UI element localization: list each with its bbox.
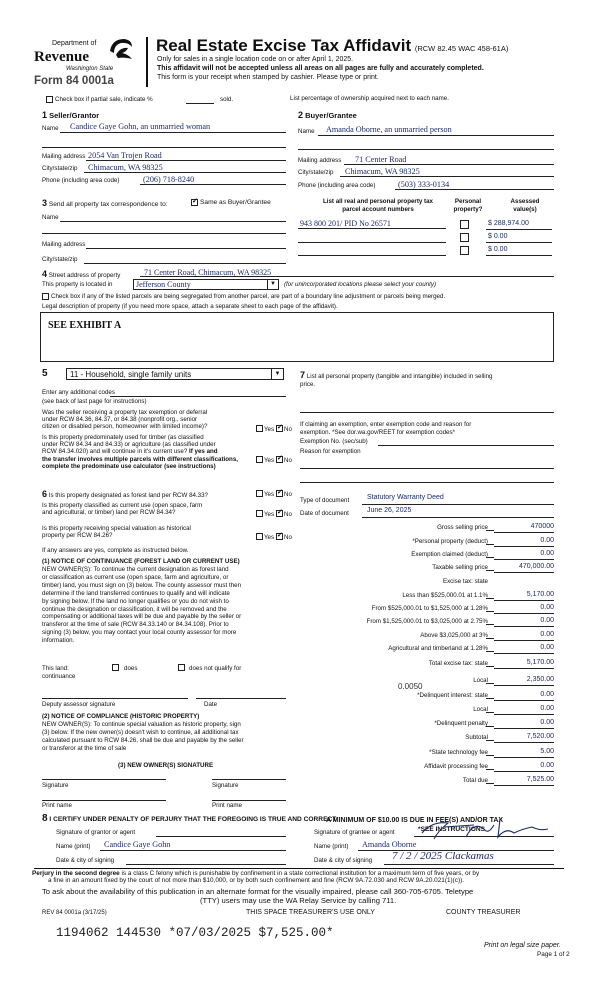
q3-no-checkbox[interactable]	[276, 490, 283, 497]
q4-no-checkbox[interactable]	[276, 510, 283, 517]
seller-mail-label: Mailing address	[42, 153, 86, 160]
personal-property-label-2: price.	[300, 381, 316, 388]
assessed-line-1	[486, 229, 552, 230]
calc-row	[300, 644, 556, 656]
if-yes-note: If any answers are yes, complete as instructed below.	[42, 547, 189, 554]
calc-leader-line	[486, 666, 494, 667]
current-use-q: Is this property classified as current use (open space, farm and agricultural, or timber) land per RCW 84.34?	[42, 502, 203, 517]
this-land-label: This land:	[42, 665, 69, 672]
calc-value[interactable]: 470000	[494, 523, 554, 533]
calc-leader-line	[486, 544, 494, 545]
seller-extra-line	[42, 147, 286, 148]
calc-label: Affidavit processing fee	[424, 763, 488, 770]
calc-leader-line	[486, 740, 494, 741]
continuance-label: continuance	[42, 673, 76, 680]
doc-date-line	[362, 517, 554, 518]
calc-label: Excise tax: state	[442, 578, 488, 585]
exemption-no-line[interactable]	[378, 445, 554, 446]
new-owner-sig-2[interactable]	[212, 779, 286, 780]
q2-no-label: No	[284, 457, 292, 464]
new-owner-sig-1[interactable]	[42, 779, 166, 780]
print-name-2[interactable]	[212, 800, 286, 801]
calc-row	[300, 691, 556, 703]
cashier-stamp: 1194062 144530 *07/03/2025 $7,525.00*	[56, 926, 334, 940]
personal-checkbox-3[interactable]	[460, 246, 469, 255]
calc-label: *State technology fee	[429, 749, 488, 756]
q4-yes-checkbox[interactable]	[256, 510, 263, 517]
state-label: Washington State	[66, 66, 114, 72]
legal-desc-text: SEE EXHIBIT A	[48, 320, 122, 331]
calc-row	[300, 631, 556, 643]
q2-yes-checkbox[interactable]	[256, 456, 263, 463]
calc-label: Agricultural and timberland at 1.28%	[388, 645, 488, 652]
buyer-phone[interactable]: (503) 333-0134	[398, 180, 450, 189]
assessed-value-3[interactable]: $ 0.00	[488, 246, 508, 253]
grantor-date-label: Date & city of signing	[56, 857, 115, 864]
partial-pct-line[interactable]	[186, 103, 214, 104]
grantee-date[interactable]: 7 / 2 / 2025 Clackamas	[392, 850, 494, 862]
same-as-buyer-checkbox[interactable]	[191, 199, 198, 206]
property-street[interactable]: 71 Center Road, Chimacum, WA 98325	[144, 268, 272, 277]
calc-row	[300, 577, 556, 589]
doc-date[interactable]: June 26, 2025	[367, 507, 412, 514]
assessed-value-2[interactable]: $ 0.00	[488, 233, 508, 240]
q4-yes-label: Yes	[264, 511, 275, 518]
q3-yes-label: Yes	[264, 491, 275, 498]
notice-continuance-text: NEW OWNER(S): To continue the current designation as forest land or classification as current use (open space, farm and agriculture, or timber) land, you must sign on (3) below. The county assessor must then determine if the land transferred continues to qualify and will indicate by signing below. If the land no longer qualifies or you do not wish to continue the designation or classification, it will be removed and the compensating or additional taxes will be due and payable by the seller or transferor at the time of sale (RCW 84.33.140 or 84.34.108). Prior to signing (3) below, you may contact your local county assessor for more information.	[42, 566, 242, 645]
calc-row	[300, 604, 556, 616]
corr-mail-label: Mailing address	[42, 241, 86, 248]
revenue-logo-icon	[106, 37, 134, 61]
new-owner-sig-heading: (3) NEW OWNER(S) SIGNATURE	[118, 762, 214, 769]
exemption-reason-line-2[interactable]	[300, 482, 554, 483]
use-code-select[interactable]: 11 - Household, single family units ▼	[66, 368, 284, 380]
assessed-line-2	[486, 242, 552, 243]
exemption-reason-label: Reason for exemption	[300, 448, 361, 455]
seller-heading: 1 Seller/Grantor	[42, 110, 100, 120]
doc-date-label: Date of document	[300, 510, 349, 517]
calc-value[interactable]: 7,520.00	[494, 733, 554, 743]
deputy-date-label: Date	[204, 701, 218, 708]
calc-row	[300, 719, 556, 731]
calc-value[interactable]: 470,000.00	[494, 563, 554, 573]
calc-leader-line	[486, 611, 494, 612]
parcel-line-1	[298, 228, 446, 229]
perjury-note-2: a fine in an amount fixed by the court of not more than $10,000, or by both such confinement and fine (RCW 9A.72.030 and RCW 9A.20.021(1)(c)).	[48, 877, 464, 884]
buyer-city-label: City/state/zip	[298, 169, 334, 176]
calc-label: Local	[473, 677, 488, 684]
calc-value[interactable]: 5.00	[494, 748, 554, 758]
revenue-logo-text: Revenue	[34, 49, 89, 65]
timber-q: Is this property predominately used for timber (as classified under RCW 84.34 and 84.33) or agriculture (as classified under RCW 84.34.020) and will continue in it's current use? If yes and the transfer involves multiple parcels with different classifications, complete the predominate use calculator (see instructions)	[42, 434, 238, 470]
buyer-name[interactable]: Amanda Oborne, an unmarried person	[326, 125, 452, 134]
corr-city-label: City/state/zip	[42, 256, 78, 263]
does-not-label: does not qualify for	[189, 665, 242, 672]
q3-no-label: No	[284, 491, 292, 498]
exemption-q-1: Was the seller receiving a property tax exemption or deferral under RCW 84.36, 84.37, or 84.38 (nonprofit org., senior citizen or disabled person, homeowner with limited income)?	[42, 409, 208, 431]
calc-value[interactable]: 0.00	[494, 705, 554, 715]
calc-row	[300, 563, 556, 575]
same-as-buyer-label: Same as Buyer/Grantee	[200, 199, 271, 206]
calc-label: *Delinquent interest: state	[417, 692, 488, 699]
buyer-heading: 2 Buyer/Grantee	[298, 110, 357, 120]
notice-continuance-heading: (1) NOTICE OF CONTINUANCE (FOREST LAND OR CURRENT USE)	[42, 558, 240, 565]
calc-leader-line	[486, 683, 494, 684]
assessed-col-header: Assessed value(s)	[510, 198, 540, 213]
form-title: Real Estate Excise Tax Affidavit (RCW 82.45 WAC 458-61A)	[156, 36, 509, 55]
seller-mail[interactable]: 2054 Van Trojen Road	[88, 151, 162, 160]
q4-no-label: No	[284, 511, 292, 518]
parcel-line-3[interactable]	[298, 255, 446, 256]
calc-leader-line	[486, 698, 494, 699]
seller-phone[interactable]: (206) 718-8240	[143, 175, 195, 184]
does-not-checkbox[interactable]	[178, 664, 185, 671]
grantor-sig-label: Signature of grantor or agent	[56, 829, 136, 836]
corr-name-line[interactable]	[60, 221, 286, 222]
print-label-2: Print name	[212, 802, 242, 809]
corr-name-label: Name	[42, 214, 59, 221]
calc-label: *Delinquent penalty	[434, 720, 488, 727]
buyer-city[interactable]: Chimacum, WA 98325	[345, 167, 420, 176]
calc-label: Taxable selling price	[432, 564, 488, 571]
street-label: 4 Street address of property	[42, 269, 121, 279]
deputy-sig-label: Deputy assessor signature	[42, 701, 116, 708]
exemption-reason-line[interactable]	[300, 468, 554, 469]
calc-value[interactable]: 0.00	[494, 719, 554, 729]
q5-yes-label: Yes	[264, 534, 275, 541]
notice-compliance-text: NEW OWNER(S): To continue special valuation as historic property, sign (3) below. If the new owner(s) doesn't wish to continue, all additional tax calculated pursuant to RCW 84.26, shall be due and payable by the seller or transferor at the time of sale	[42, 721, 244, 752]
calc-value[interactable]: 0.00	[494, 604, 554, 614]
calc-label: Above $3,025,000 at 3%	[420, 632, 488, 639]
calc-row	[300, 748, 556, 760]
calc-value[interactable]: 0.00	[494, 644, 554, 654]
calc-label: Exemption claimed (deduct)	[411, 551, 488, 558]
seller-phone-label: Phone (including area code)	[42, 177, 120, 184]
county-treasurer: COUNTY TREASURER	[446, 909, 521, 916]
seller-city[interactable]: Chimacum, WA 98325	[88, 163, 163, 172]
calc-label: Total due	[462, 777, 488, 784]
personal-checkbox-1[interactable]	[460, 220, 469, 229]
calc-value[interactable]: 5,170.00	[494, 659, 554, 669]
chevron-down-icon: ▼	[267, 280, 278, 289]
q3-yes-checkbox[interactable]	[256, 490, 263, 497]
doc-type[interactable]: Statutory Warranty Deed	[367, 494, 444, 501]
calc-row	[300, 776, 556, 788]
does-label: does	[124, 665, 138, 672]
personal-property-label: 7 List all personal property (tangible and intangible) included in selling	[300, 370, 493, 380]
rev-label: REV 84 0001a (3/17/25)	[42, 910, 107, 916]
doc-type-line	[362, 504, 554, 505]
corr-mail-line[interactable]	[86, 248, 286, 249]
calc-leader-line	[486, 726, 494, 727]
q5-no-label: No	[284, 534, 292, 541]
dept-label: Department of	[52, 40, 97, 47]
minimum-note: A MINIMUM OF $10.00 IS DUE IN FEE(S) AND/OR TAX	[326, 817, 504, 824]
grantee-date-label: Date & city of signing	[314, 857, 373, 864]
calc-value[interactable]: 7,525.00	[494, 776, 554, 786]
calc-label: *Personal property (deduct)	[412, 538, 488, 545]
doc-type-label: Type of document	[300, 497, 350, 504]
calc-label: Total excise tax: state	[428, 660, 488, 667]
notice-compliance-heading: (2) NOTICE OF COMPLIANCE (HISTORIC PROPERTY)	[42, 713, 200, 720]
calc-value[interactable]: 0.00	[494, 691, 554, 701]
sig-label-1: Signature	[42, 782, 69, 789]
q1-yes-label: Yes	[264, 426, 275, 433]
q2-no-checkbox[interactable]	[276, 456, 283, 463]
historic-q: Is this property receiving special valuation as historical property per RCW 84.26?	[42, 525, 191, 540]
calc-leader-line	[486, 570, 494, 571]
calc-leader-line	[486, 755, 494, 756]
header-divider	[146, 37, 148, 87]
chevron-down-icon: ▼	[271, 369, 283, 379]
calc-leader-line	[486, 598, 494, 599]
parcel-col-header: List all real and personal property tax parcel account numbers	[322, 198, 434, 213]
sec8-heading: 8 I CERTIFY UNDER PENALTY OF PERJURY THAT THE FOREGOING IS TRUE AND CORRECT	[42, 813, 337, 824]
corr-heading: 3 Send all property tax correspondence to:	[42, 198, 168, 208]
footer-rule	[34, 868, 564, 869]
county-select[interactable]: Jefferson County ▼	[133, 279, 279, 290]
buyer-mail[interactable]: 71 Center Road	[355, 155, 407, 164]
calc-label: From $1,525,000.01 to $3,025,000 at 2.75%	[366, 618, 488, 625]
q1-no-checkbox[interactable]	[276, 425, 283, 432]
legal-size-note: Print on legal size paper.	[484, 942, 561, 949]
see-back-note: (see back of last page for instructions)	[42, 398, 147, 405]
grantor-name[interactable]: Candice Gaye Gohn	[104, 840, 171, 849]
calc-row	[300, 550, 556, 562]
calc-leader-line	[486, 783, 494, 784]
q1-yes-checkbox[interactable]	[256, 425, 263, 432]
header-line-3: This form is your receipt when stamped by cashier. Please type or print.	[157, 74, 379, 81]
alt-format-note-2: (TTY) users may use the WA Relay Service by calling 711.	[200, 896, 397, 905]
buyer-mail-label: Mailing address	[298, 157, 342, 164]
partial-sale-label: Check box if partial sale, indicate %	[55, 96, 153, 103]
located-label: This property is located in	[42, 281, 113, 288]
calc-value[interactable]: 0.00	[494, 550, 554, 560]
corr-extra-line	[42, 233, 286, 234]
ownership-note: List percentage of ownership acquired next to each name.	[290, 95, 449, 102]
personal-col-header: Personal property?	[453, 198, 483, 213]
calc-leader-line	[486, 624, 494, 625]
form-number: Form 84 0001a	[34, 75, 114, 87]
does-checkbox[interactable]	[112, 664, 119, 671]
calc-leader-line	[486, 769, 494, 770]
q2-yes-label: Yes	[264, 457, 275, 464]
perjury-note: Perjury in the second degree is a class C felony which is punishable by confinement in a state correctional institution for a maximum term of five years, or by	[32, 870, 480, 877]
see-instructions: *SEE INSTRUCTIONS	[418, 826, 486, 833]
header-line-2: This affidavit will not be accepted unless all areas on all pages are fully and accurately completed.	[157, 65, 484, 72]
q5-no-checkbox[interactable]	[276, 533, 283, 540]
additional-codes-line[interactable]	[110, 396, 286, 397]
grantee-signature	[414, 815, 554, 841]
print-name-1[interactable]	[42, 800, 166, 801]
calc-leader-line	[486, 530, 494, 531]
alt-format-note: To ask about the availability of this publication in an alternate format for the visually impaired, please call 360-705-6705. Teletype	[42, 887, 474, 896]
partial-sale-checkbox[interactable]	[46, 96, 53, 103]
buyer-name-label: Name	[298, 128, 315, 135]
calc-row	[300, 762, 556, 774]
grantee-date-line	[384, 864, 554, 865]
calc-leader-line	[486, 638, 494, 639]
segregated-label: Check box if any of the listed parcels are being segregated from another parcel, are part of a boundary line adjustment or parcels being merged.	[51, 293, 446, 300]
q5-yes-checkbox[interactable]	[256, 533, 263, 540]
calc-leader-line	[486, 557, 494, 558]
calc-row	[300, 591, 556, 603]
calc-row	[300, 537, 556, 549]
calc-label: Subtotal	[465, 734, 488, 741]
seller-name[interactable]: Candice Gaye Gohn, an unmarried woman	[70, 122, 211, 131]
partial-sold-label: sold.	[220, 96, 234, 103]
unincorp-note: (for unincorporated locations please select your county)	[284, 281, 437, 288]
header-line-1: Only for sales in a single location code on or after April 1, 2025.	[157, 56, 354, 63]
calc-row	[300, 733, 556, 745]
seller-city-label: City/state/zip	[42, 165, 78, 172]
grantor-date-line[interactable]	[126, 864, 286, 865]
additional-codes-label: Enter any additional codes	[42, 389, 115, 396]
local-rate[interactable]: 0.0050	[398, 682, 423, 691]
calc-label: Gross selling price	[437, 524, 488, 531]
calc-leader-line	[486, 651, 494, 652]
grantor-name-label: Name (print)	[56, 843, 91, 850]
calc-value[interactable]: 0.00	[494, 617, 554, 627]
personal-checkbox-2[interactable]	[460, 233, 469, 242]
calc-value[interactable]: 5,170.00	[494, 591, 554, 601]
buyer-phone-label: Phone (including area code)	[298, 182, 376, 189]
grantee-name[interactable]: Amanda Oborne	[362, 840, 417, 849]
calc-row	[300, 705, 556, 717]
corr-city-line[interactable]	[84, 263, 286, 264]
calc-label: Local	[473, 706, 488, 713]
assessed-line-3	[486, 255, 552, 256]
segregated-checkbox[interactable]	[42, 293, 49, 300]
seller-name-label: Name	[42, 125, 59, 132]
assessed-value-1[interactable]: $ 288,974.00	[488, 220, 529, 227]
parcel-acct-1[interactable]: 943 800 201/ PID No 26571	[300, 219, 391, 228]
exemption-instr: If claiming an exemption, enter exemption code and reason for exemption. *See dor.wa.gov/REET for exemption codes*	[300, 421, 472, 436]
page-number: Page 1 of 2	[537, 951, 570, 958]
deputy-date-line[interactable]	[196, 698, 286, 699]
print-label-1: Print name	[42, 802, 72, 809]
calc-value[interactable]: 0.00	[494, 537, 554, 547]
calc-row	[300, 676, 556, 688]
grantor-sig-line[interactable]	[156, 836, 286, 837]
treasurer-only: THIS SPACE TREASURER'S USE ONLY	[246, 909, 375, 916]
calc-label: From $525,000.01 to $1,525,000 at 1.28%	[371, 605, 488, 612]
grantee-sig-label: Signature of grantee or agent	[314, 829, 395, 836]
legal-desc-label: Legal description of property (if you need more space, attach a separate sheet to each page of the affidavit).	[42, 303, 338, 310]
grantee-name-label: Name (print)	[314, 843, 349, 850]
calc-leader-line	[486, 712, 494, 713]
parcel-line-2[interactable]	[298, 242, 446, 243]
calc-row	[300, 617, 556, 629]
calc-value[interactable]: 0.00	[494, 762, 554, 772]
deputy-sig-line[interactable]	[42, 698, 188, 699]
calc-value[interactable]: 2,350.00	[494, 676, 554, 686]
sec5-number: 5	[42, 368, 48, 379]
buyer-extra-line	[298, 149, 554, 150]
calc-label: Less than $525,000.01 at 1.1%	[402, 592, 488, 599]
calc-value[interactable]: 0.00	[494, 631, 554, 641]
forest-q: 6 Is this property designated as forest land per RCW 84.33?	[42, 489, 208, 499]
exemption-no-label: Exemption No. (sec/sub)	[300, 438, 368, 445]
personal-property-line[interactable]	[300, 412, 554, 413]
calc-row	[300, 659, 556, 671]
calc-row	[300, 523, 556, 535]
sig-label-2: Signature	[212, 782, 239, 789]
q1-no-label: No	[284, 426, 292, 433]
